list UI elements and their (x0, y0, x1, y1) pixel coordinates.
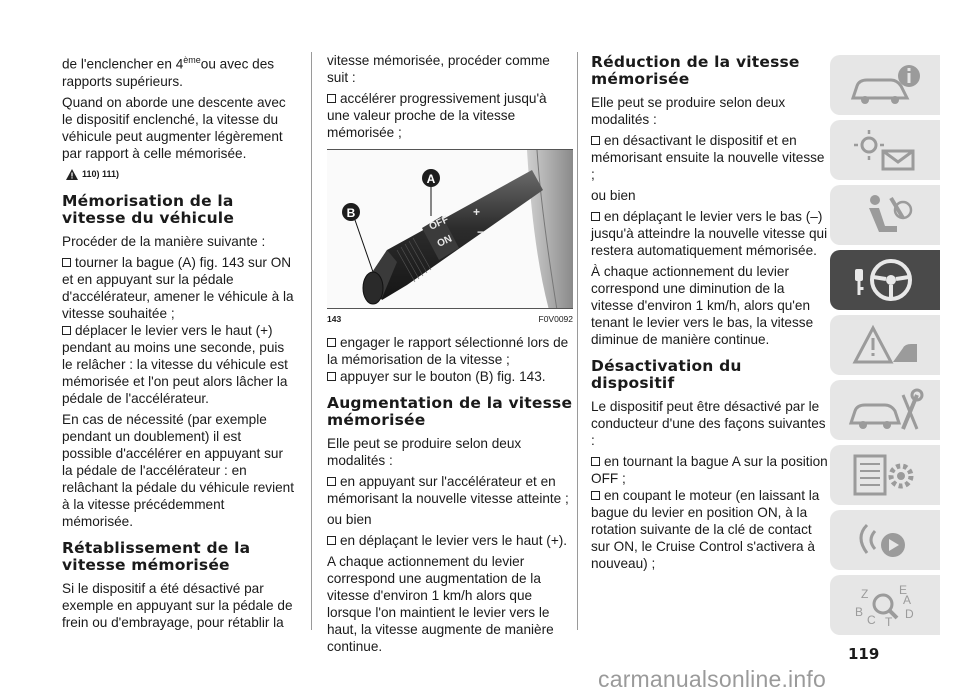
figure-code: F0V0092 (538, 314, 573, 324)
checkbox-bullet-icon (591, 136, 600, 145)
column-right (591, 52, 829, 572)
car-tools-icon (845, 385, 925, 435)
list-item: en coupant le moteur (en laissant la bague du levier en position ON, à la rotation suivante de la clé de contact sur ON, le Cruise Control s'activera à nouveau) ; (591, 488, 820, 571)
checkbox-bullet-icon (62, 326, 71, 335)
index-letter: Z (861, 587, 869, 601)
index-letter: D (905, 607, 914, 621)
paragraph-overtaking: En cas de nécessité (par exemple pendant un doublement) il est possible d'accélérer en appuyant sur la pédale de l'accélérateur : en relâchant la pédale du véhicule revient à la vitesse précédemment mémorisée. (62, 411, 295, 529)
heading-reduction: Réduction de la vitesse mémorisée (591, 53, 800, 88)
checkbox-bullet-icon (327, 536, 336, 545)
tab-technical-data[interactable] (830, 445, 940, 505)
paragraph-deactivate: Le dispositif peut être désactivé par le conducteur d'une des façons suivantes : (591, 399, 826, 448)
heading-desactivation: Désactivation du dispositif (591, 357, 742, 392)
heading-retablissement: Rétablissement de la vitesse mémorisée (62, 538, 251, 574)
paragraph-or: ou bien (591, 188, 636, 203)
warning-lights-icon (845, 125, 925, 175)
tab-multimedia[interactable] (830, 510, 940, 570)
label-a-text: A (426, 172, 436, 186)
paragraph-intro: de l'enclencher en 4èmeou avec des rapports supérieurs. (62, 55, 275, 89)
list-item: en tournant la bague A sur la position OFF ; (591, 454, 828, 486)
car-info-icon (845, 60, 925, 110)
warning-triangle-icon (66, 169, 78, 180)
index-letter: A (903, 593, 912, 607)
list-item: en appuyant sur l'accélérateur et en mémorisant la nouvelle vitesse atteinte ; (327, 474, 569, 506)
label-b-text: B (346, 206, 356, 220)
column-middle (327, 52, 573, 659)
list-item: en déplaçant le levier vers le bas (–) jusqu'à atteindre la nouvelle vitesse qui restera automatiquement mémorisée. (591, 209, 828, 258)
index-icon (845, 580, 925, 630)
paragraph-increment: A chaque actionnement du levier correspond une augmentation de la vitesse d'environ 1 km/h alors que lorsque l'on maintient le levier vers le haut, la vitesse augmente de manière continue. (327, 554, 554, 654)
checkbox-bullet-icon (591, 491, 600, 500)
figure-caption (327, 311, 573, 328)
paragraph-or: ou bien (327, 512, 372, 527)
index-letter: B (855, 605, 864, 619)
road-warning-icon (845, 320, 925, 370)
list-item: accélérer progressivement jusqu'à une valeur proche de la vitesse mémorisée ; (327, 91, 547, 140)
checkbox-bullet-icon (62, 258, 71, 267)
list-item: déplacer le levier vers le haut (+) pendant au moins une seconde, puis le relâcher : la vitesse du véhicule est mémorisée et l'on peut alors lâcher la pédale de l'accélérateur. (62, 322, 288, 406)
paragraph-modalities: Elle peut se produire selon deux modalités : (327, 436, 522, 468)
paragraph-procedure: Procéder de la manière suivante : (62, 233, 266, 249)
lever-on-text: ON (435, 233, 454, 250)
lever-plus-text: + (473, 205, 481, 219)
tab-car-info[interactable] (830, 55, 940, 115)
paragraph-continue: vitesse mémorisée, procéder comme suit : (327, 53, 550, 85)
paragraph-modalities: Elle peut se produire selon deux modalités : (591, 95, 786, 127)
list-item: en désactivant le dispositif et en mémorisant ensuite la nouvelle vitesse ; (591, 133, 825, 182)
list-item: en déplaçant le levier vers le haut (+). (327, 532, 573, 549)
heading-augmentation: Augmentation de la vitesse mémorisée (327, 394, 573, 429)
index-letter: T (885, 615, 893, 629)
list-item: engager le rapport sélectionné lors de la mémorisation de la vitesse ; (327, 335, 569, 367)
index-letter: C (867, 613, 876, 627)
tab-emergency[interactable] (830, 315, 940, 375)
page-number: 119 (848, 645, 880, 663)
list-item: tourner la bague (A) fig. 143 sur ON et en appuyant sur la pédale d'accélérateur, amener le véhicule à la vitesse souhaitée ; (62, 254, 294, 321)
tab-index[interactable] (830, 575, 940, 635)
column-left (62, 52, 294, 635)
warning-reference (66, 166, 294, 183)
checkbox-bullet-icon (327, 338, 336, 347)
column-divider-2 (577, 52, 578, 630)
checkbox-bullet-icon (327, 94, 336, 103)
tab-safety[interactable] (830, 185, 940, 245)
heading-memorisation: Mémorisation de la vitesse du véhicule (62, 191, 235, 227)
tab-maintenance[interactable] (830, 380, 940, 440)
column-divider-1 (311, 52, 312, 630)
tab-starting-driving[interactable] (830, 250, 940, 310)
paragraph-descent: Quand on aborde une descente avec le dispositif enclenché, la vitesse du véhicule peut augmenter légèrement par rapport à celle mémorisée. (62, 94, 286, 161)
checkbox-bullet-icon (327, 477, 336, 486)
multimedia-icon (845, 515, 925, 565)
steering-key-icon (845, 255, 925, 305)
paragraph-restore: Si le dispositif a été désactivé par exemple en appuyant sur la pédale de frein ou d'embrayage, pour rétablir la (62, 580, 293, 630)
figure-cruise-lever (327, 149, 573, 309)
checkbox-bullet-icon (327, 372, 336, 381)
tab-warning-lights[interactable] (830, 120, 940, 180)
airbag-seat-icon (845, 190, 925, 240)
lever-minus-text: − (477, 225, 485, 239)
paragraph-decrement: À chaque actionnement du levier correspond une diminution de la vitesse d'environ 1 km/h, alors qu'en tenant le levier vers le bas, la vitesse diminue de manière continue. (591, 264, 814, 347)
list-item: appuyer sur le bouton (B) fig. 143. (327, 368, 573, 385)
cruise-control-lever-illustration (327, 150, 573, 309)
specs-gear-icon (845, 450, 925, 500)
watermark: carmanualsonline.info (598, 666, 826, 692)
checkbox-bullet-icon (591, 212, 600, 221)
checkbox-bullet-icon (591, 457, 600, 466)
figure-number: 143 (327, 314, 342, 324)
lever-off-text: OFF (427, 214, 451, 233)
section-tabs (830, 55, 940, 640)
warning-refs-text: 110) 111) (82, 168, 120, 179)
index-letter: E (899, 583, 908, 597)
